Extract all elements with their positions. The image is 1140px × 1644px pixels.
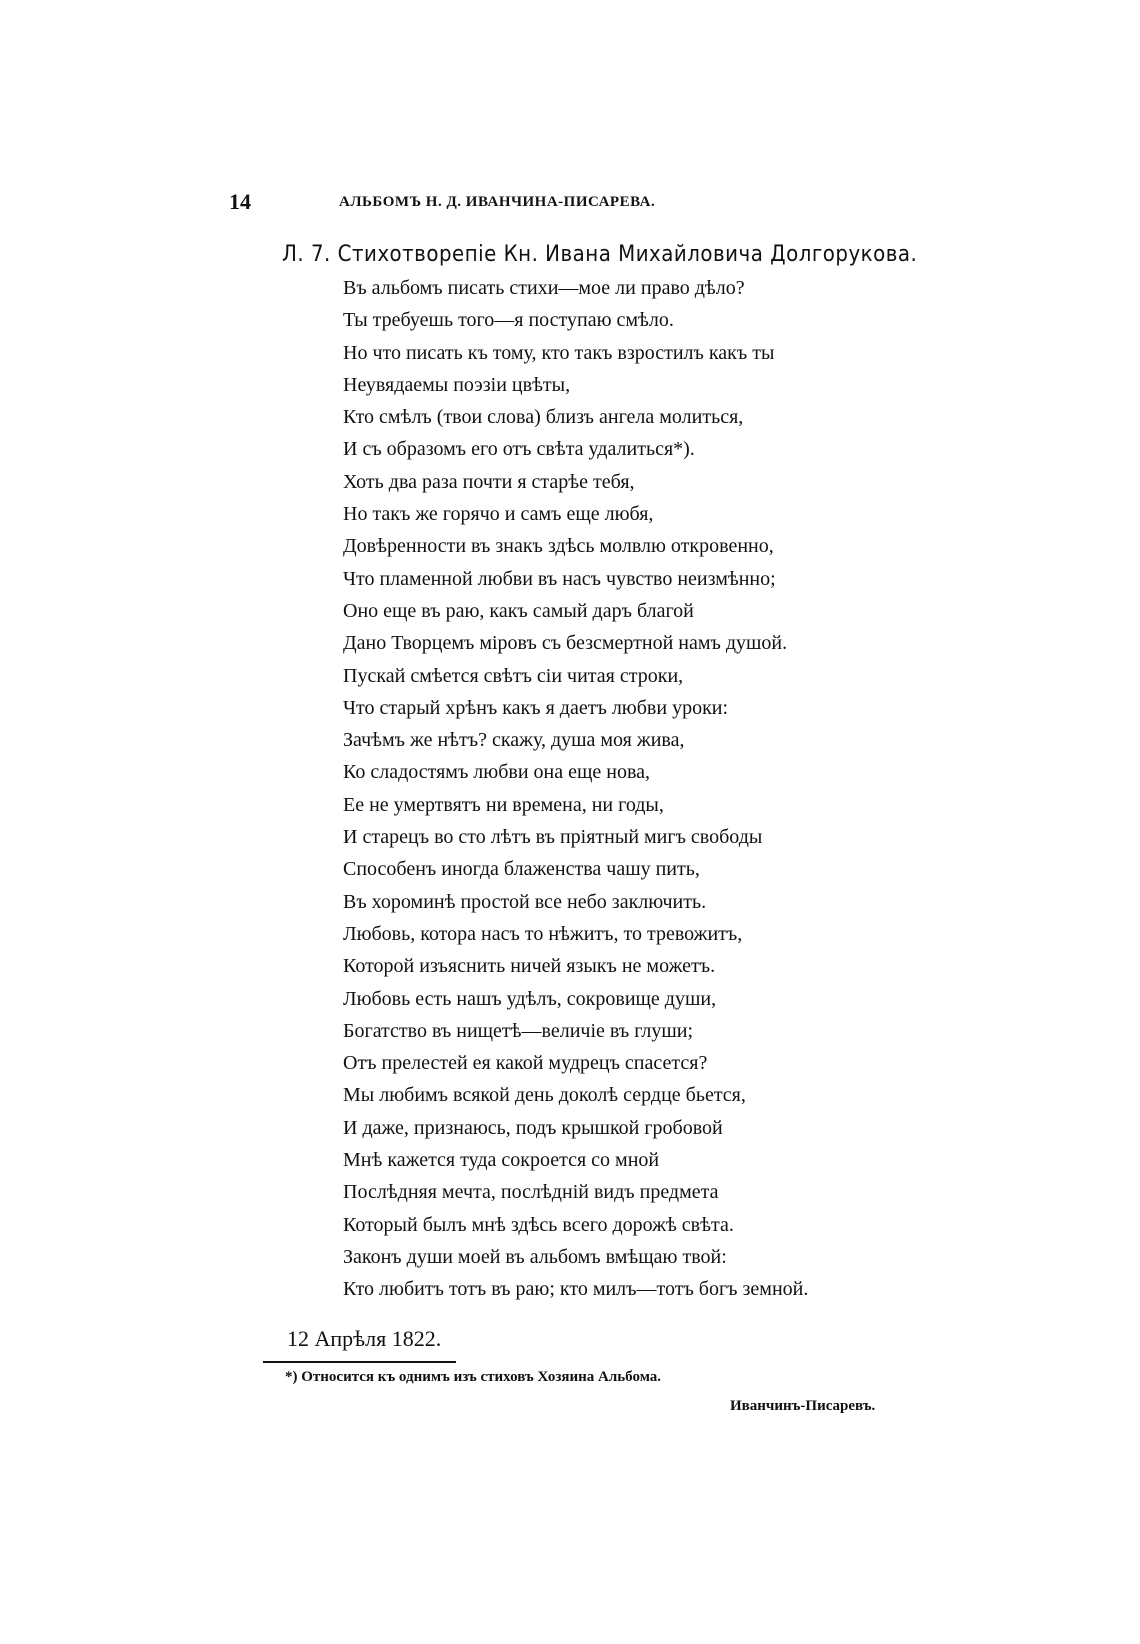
- verse-line: Отъ прелестей ея какой мудрецъ спасется?: [343, 1052, 708, 1075]
- verse-line: Что старый хрѣнъ какъ я даетъ любви уроки:: [343, 696, 729, 719]
- page-number: 14: [229, 189, 251, 214]
- verse-line: Дано Творцемъ міровъ съ безсмертной намъ душой.: [343, 632, 788, 655]
- verse-line: Довѣренности въ знакъ здѣсь молвлю откровенно,: [343, 535, 774, 558]
- verse-line: Богатство въ нищетѣ—величіе въ глуши;: [343, 1019, 694, 1042]
- verse-line: И старецъ во сто лѣтъ въ пріятный мигъ свободы: [343, 826, 763, 849]
- poem-heading: Л. 7. Стихотворепіе Кн. Ивана Михайловича Долгорукова.: [282, 242, 918, 267]
- verse-line: Способенъ иногда блаженства чашу пить,: [343, 858, 700, 881]
- verse-line: Въ хороминѣ простой все небо заключить.: [343, 890, 707, 913]
- footnote-signature: Иванчинъ-Писаревъ.: [730, 1398, 876, 1414]
- verse-line: Любовь, котора насъ то нѣжитъ, то тревожитъ,: [343, 922, 743, 945]
- poem-date: 12 Апрѣля 1822.: [287, 1326, 442, 1351]
- verse-line: Который былъ мнѣ здѣсь всего дорожѣ свѣта.: [343, 1213, 734, 1236]
- verse-line: Хоть два раза почти я старѣе тебя,: [343, 470, 635, 493]
- poem-verse: [343, 272, 808, 1306]
- verse-line: Но что писать къ тому, кто такъ взростилъ какъ ты: [343, 341, 775, 364]
- verse-line: Неувядаемы поэзіи цвѣты,: [343, 373, 571, 396]
- verse-line: Въ альбомъ писать стихи—мое ли право дѣло?: [343, 277, 745, 299]
- verse-line: Послѣдняя мечта, послѣдній видъ предмета: [343, 1181, 719, 1204]
- verse-line: Законъ души моей въ альбомъ вмѣщаю твой:: [343, 1245, 727, 1268]
- verse-line: Зачѣмъ же нѣтъ? скажу, душа моя жива,: [343, 729, 685, 752]
- verse-line: Кто смѣлъ (твои слова) близъ ангела молиться,: [343, 406, 744, 429]
- verse-line: Но такъ же горячо и самъ еще любя,: [343, 503, 654, 526]
- verse-line: Ее не умертвятъ ни времена, ни годы,: [343, 793, 664, 816]
- verse-line: Кто любитъ тотъ въ раю; кто милъ—тотъ богъ земной.: [343, 1278, 809, 1301]
- verse-line: Любовь есть нашъ удѣлъ, сокровище души,: [343, 987, 717, 1010]
- footnote-rule: [263, 1361, 456, 1363]
- verse-line: Оно еще въ раю, какъ самый даръ благой: [343, 599, 694, 622]
- verse-line: Ко сладостямъ любви она еще нова,: [343, 761, 651, 784]
- running-head: АЛЬБОМЪ Н. Д. ИВАНЧИНА-ПИСАРЕВА.: [339, 194, 656, 210]
- verse-line: Пускай смѣется свѣтъ сіи читая строки,: [343, 664, 684, 687]
- verse-line: Которой изъяснить ничей языкъ не можетъ.: [343, 955, 716, 978]
- verse-line: Мы любимъ всякой день доколѣ сердце бьется,: [343, 1084, 746, 1107]
- verse-line: И даже, признаюсь, подъ крышкой гробовой: [343, 1116, 723, 1139]
- verse-line: Мнѣ кажется туда сокроется со мной: [343, 1149, 660, 1172]
- verse-line: И съ образомъ его отъ свѣта удалиться*).: [343, 438, 695, 461]
- footnote-text: *) Относится къ однимъ изъ стиховъ Хозяина Альбома.: [285, 1369, 662, 1385]
- verse-line: Что пламенной любви въ насъ чувство неизмѣнно;: [343, 567, 776, 590]
- verse-line: Ты требуешь того—я поступаю смѣло.: [343, 309, 674, 332]
